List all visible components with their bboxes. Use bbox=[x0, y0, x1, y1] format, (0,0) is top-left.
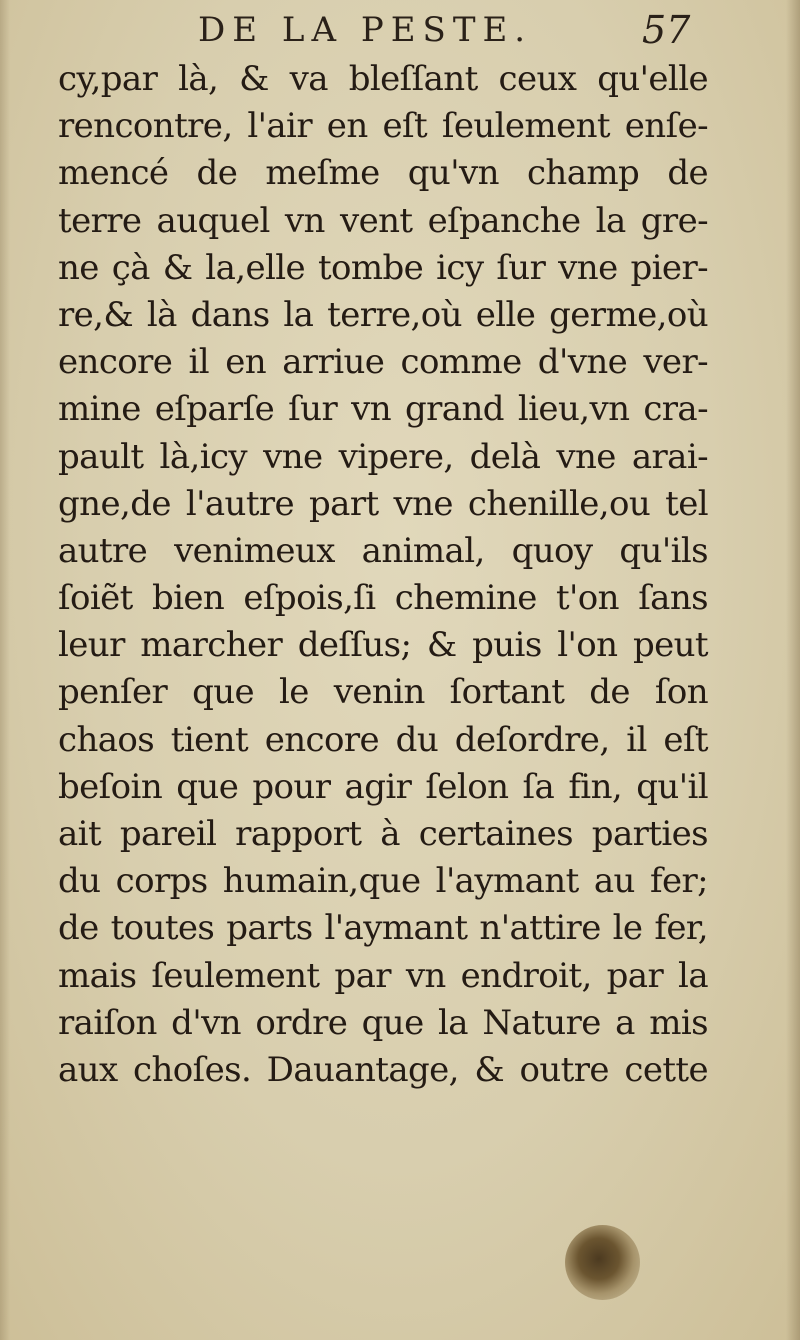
text-line: mais ſeulement par vn endroit, par la bbox=[58, 955, 708, 996]
page-header bbox=[0, 6, 800, 52]
text-line: raiſon d'vn ordre que la Nature a mis bbox=[58, 1002, 708, 1043]
text-line: ait pareil rapport à certaines parties bbox=[58, 814, 708, 854]
text-line: rencontre, l'air en eſt ſeulement enſe- bbox=[58, 106, 708, 147]
text-line: du corps humain,que l'aymant au fer; bbox=[58, 861, 708, 902]
text-line: beſoin que pour agir ſelon ſa fin, qu'il bbox=[58, 766, 708, 807]
text-line: penſer que le venin ſortant de ſon bbox=[58, 672, 708, 713]
ink-stain bbox=[565, 1225, 640, 1300]
text-line: mine eſparſe ſur vn grand lieu,vn cra- bbox=[58, 389, 708, 430]
text-line: pault là,icy vne vipere, delà vne arai- bbox=[58, 436, 708, 477]
text-line: chaos tient encore du deſordre, il eſt bbox=[58, 719, 708, 760]
text-line: de toutes parts l'aymant n'attire le fer, bbox=[58, 908, 708, 949]
text-line: gne,de l'autre part vne chenille,ou tel bbox=[58, 483, 708, 524]
text-line: encore il en arriue comme d'vne ver- bbox=[58, 342, 708, 383]
page-number: 57 bbox=[642, 8, 691, 52]
text-line: ne çà & la,elle tombe icy ſur vne pier- bbox=[58, 247, 708, 288]
running-title: DE LA PESTE. bbox=[198, 10, 533, 50]
text-line: leur marcher deſſus; & puis l'on peut bbox=[58, 625, 708, 666]
text-line: ſoiẽt bien eſpois,ſi chemine t'on ſans bbox=[58, 578, 708, 619]
text-line: aux choſes. Dauantage, & outre cette bbox=[58, 1049, 708, 1090]
text-line: autre venimeux animal, quoy qu'ils bbox=[58, 530, 708, 571]
page-right-edge-shadow bbox=[786, 0, 800, 1340]
text-line: terre auquel vn vent eſpanche la gre- bbox=[58, 200, 708, 241]
body-text bbox=[58, 56, 708, 1094]
page-left-edge-shadow bbox=[0, 0, 10, 1340]
text-line: mencé de meſme qu'vn champ de bbox=[58, 153, 708, 194]
text-line: cy,par là, & va bleſſant ceux qu'elle bbox=[58, 59, 708, 99]
text-line: re,& là dans la terre,où elle germe,où bbox=[58, 294, 708, 335]
